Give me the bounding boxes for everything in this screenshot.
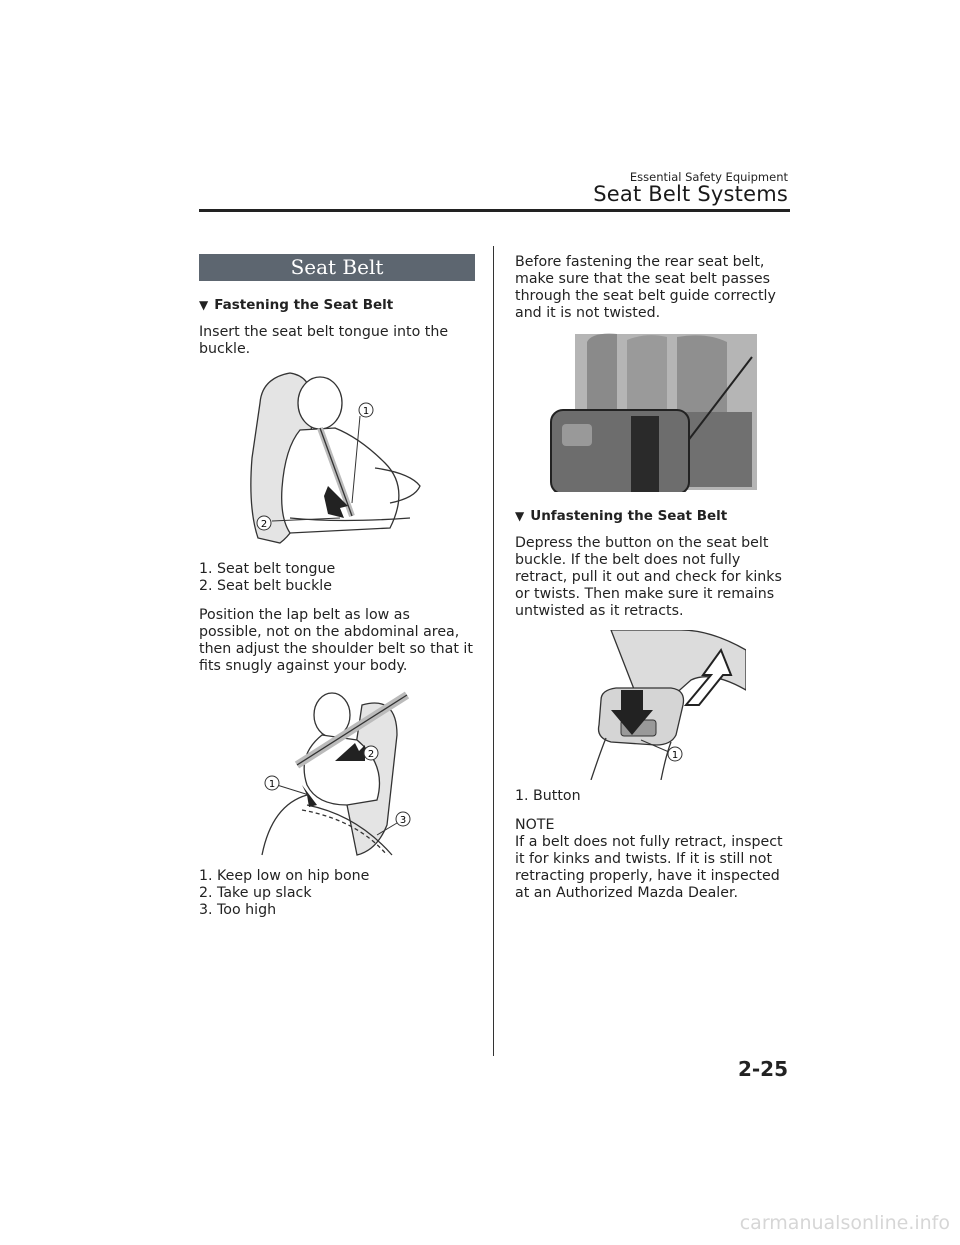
page-number: 2-25 [737,1057,788,1081]
fastening-intro: Insert the seat belt tongue into the buckle. [199,324,449,357]
lap-belt-position-illustration [247,685,427,860]
fastening-heading [199,297,475,314]
left-column [199,254,475,931]
list-item: 2. Take up slack [199,885,312,901]
fig1-legend [199,561,475,595]
right-column [515,254,791,912]
triangle-marker-icon: ▼ [199,298,209,312]
list-item: 1. Seat belt tongue [199,561,336,577]
callout-1: 1 [671,750,678,761]
section-banner: Seat Belt [199,254,475,281]
unfastening-heading-text: Unfastening the Seat Belt [530,508,728,524]
list-item: 3. Too high [199,902,277,918]
callout-3: 3 [399,815,407,826]
unfastening-heading [515,508,791,525]
callout-2: 2 [260,519,267,530]
callout-2: 2 [367,749,375,760]
column-divider [493,246,494,1056]
fastening-heading-text: Fastening the Seat Belt [214,297,394,313]
fig2-legend [199,868,475,919]
rear-belt-paragraph: Before fastening the rear seat belt, make sure that the seat belt passes through the seat belt guide correctly and it is not twisted. [515,254,776,321]
tongue-into-buckle-illustration [240,368,435,553]
fig3-legend [515,788,791,805]
buckle-release-illustration [561,630,746,780]
note-text: If a belt does not fully retract, inspect it for kinks and twists. If it is still not retracting properly, have it inspected at an Authorized Mazda Dealer. [515,834,783,901]
header-title: Seat Belt Systems [593,182,788,206]
note-title: NOTE [515,817,555,833]
unfastening-paragraph: Depress the button on the seat belt buckle. If the belt does not fully retract, pull it out and check for kinks or twists. Then make sure it remains untwisted as it retracts. [515,535,782,619]
callout-1: 1 [362,406,369,417]
list-item: 1. Button [515,788,581,804]
callout-1: 1 [268,779,276,790]
header-section-label: Essential Safety Equipment [629,170,788,184]
footer-watermark: carmanualsonline.info [739,1212,950,1234]
triangle-marker-icon: ▼ [515,509,525,523]
list-item: 1. Keep low on hip bone [199,868,370,884]
header-rule [199,209,790,212]
lap-belt-paragraph: Position the lap belt as low as possible, not on the abdominal area, then adjust the shoulder belt so that it fits snugly against your body. [199,607,473,674]
rear-seat-belt-guide-photo [547,332,759,492]
list-item: 2. Seat belt buckle [199,578,332,594]
